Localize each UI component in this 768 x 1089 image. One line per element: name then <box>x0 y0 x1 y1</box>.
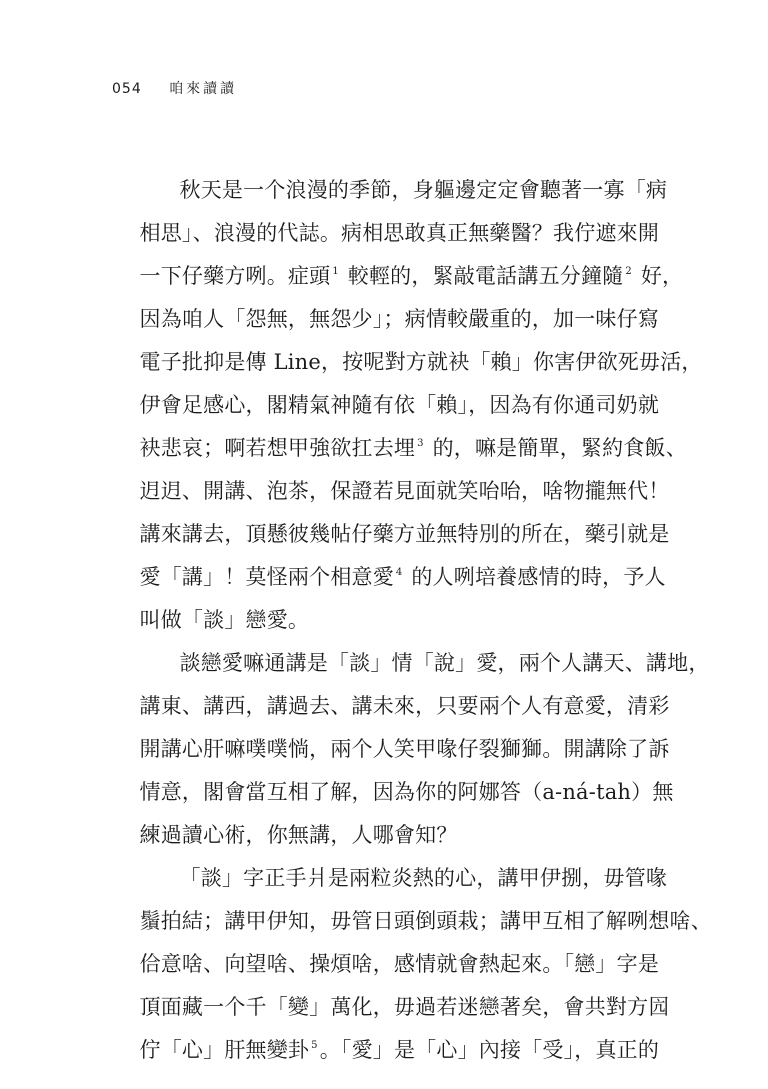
text-line: 佮意啥、向望啥、操煩啥，感情就會熱起來。「戀」字是 <box>139 952 660 976</box>
text-line: 佇「心」肝無變卦 $^5$。「愛」是「心」內接「受」，真正的 <box>139 1038 660 1062</box>
text-line: 講東、講西，講過去、講未來，只要兩个人有意愛，清彩 <box>139 694 670 718</box>
footnote-marker: 3 <box>417 438 424 449</box>
text-line: 一下仔藥方咧。症頭 $^1$ 較輕的，緊敲電話講五分鐘隨 $^2$ 好， <box>139 264 684 288</box>
text-line: 愛「講」！莫怪兩个相意愛 $^4$ 的人咧培養感情的時，予人 <box>139 565 666 589</box>
text-line: 鬚拍結；講甲伊知，毋管日頭倒頭栽；講甲互相了解咧想啥、 <box>139 909 712 933</box>
text-line: 因為咱人「怨無，無怨少」；病情較嚴重的，加一味仔寫 <box>139 307 660 331</box>
footnote-marker: 5 <box>311 1040 318 1051</box>
text-line: 相思」、浪漫的代誌。病相思敢真正無藥醫？我佇遮來開 <box>139 221 660 245</box>
text-line: 情意，閣會當互相了解，因為你的阿娜答（a-ná-tah）無 <box>139 780 674 804</box>
text-line: 講來講去，頂懸彼幾帖仔藥方並無特別的所在，藥引就是 <box>139 522 670 546</box>
text-line: 袂悲哀；啊若想甲強欲扛去埋 $^3$ 的，嘛是簡單，緊約食飯、 <box>139 436 687 460</box>
footnote-marker: 4 <box>395 567 403 578</box>
page-number: 054 <box>112 81 142 97</box>
footnote-marker: 1 <box>332 266 339 277</box>
text-line: 秋天是一个浪漫的季節，身軀邊定定會聽著一寡「病 <box>179 178 668 202</box>
text-line: 練過讀心術，你無講，人哪會知？ <box>139 823 458 847</box>
text-line: 談戀愛嘛通講是「談」情「說」愛，兩个人講天、講地， <box>179 651 710 675</box>
text-line: 電子批抑是傳 Line，按呢對方就袂「賴」你害伊欲死毋活， <box>139 350 703 374</box>
footnote-marker: 2 <box>625 266 632 277</box>
text-line: 迌迌、開講、泡茶，保證若見面就笑咍咍，啥物攏無代！ <box>139 479 670 503</box>
text-line: 伊會足感心，閣精氣神隨有依「賴」，因為有你通司奶就 <box>139 393 660 417</box>
text-line: 叫做「談」戀愛。 <box>139 608 310 632</box>
text-line: 「談」字正手爿是兩粒炎熱的心，講甲伊捌，毋管喙 <box>179 866 668 890</box>
running-header <box>112 78 237 98</box>
book-title: 咱來讀讀 <box>169 81 238 97</box>
text-line: 頂面藏一个千「變」萬化，毋過若迷戀著矣，會共對方囥 <box>139 995 670 1019</box>
text-line: 開講心肝嘛噗噗惝，兩个人笑甲喙仔裂獅獅。開講除了訴 <box>139 737 670 761</box>
